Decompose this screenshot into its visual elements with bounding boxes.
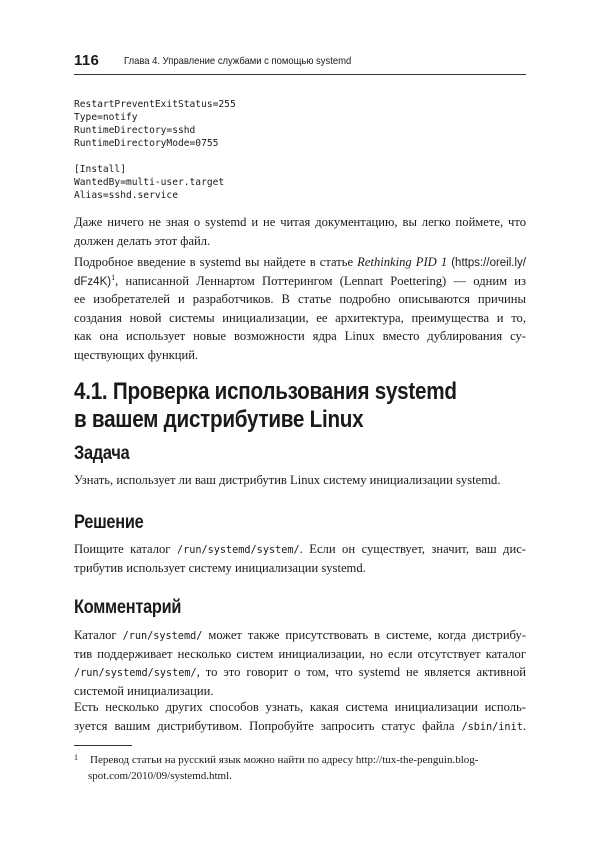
article-url-end[interactable]: dFz4K) bbox=[74, 275, 112, 288]
code-line: Type=notify bbox=[74, 112, 138, 123]
text-line: dFz4K)$^1$, написанной Леннартом Поттерингом (Lennart Poettering) — одним из bbox=[74, 272, 526, 288]
paragraph-task bbox=[74, 471, 526, 490]
text-line: как она использует новые возможности ядра Linux вместо дублирования су- bbox=[74, 329, 526, 343]
inline-code-path: /run/systemd/system/ bbox=[176, 545, 300, 556]
heading-task: Задача bbox=[74, 443, 130, 464]
text-line: трибутив использует систему инициализации systemd. bbox=[74, 560, 366, 575]
text-line: тив поддерживает несколько систем инициализации, но если отсутствует каталог bbox=[74, 646, 526, 661]
text-line: Есть несколько других способов узнать, какая система инициализации исполь- bbox=[74, 700, 526, 714]
footnote-rule bbox=[74, 745, 132, 746]
article-title: Rethinking PID 1 bbox=[357, 255, 448, 269]
paragraph-intro bbox=[74, 213, 526, 250]
code-line: Alias=sshd.service bbox=[74, 190, 178, 201]
text-line: Каталог /run/systemd/ может также присутствовать в системе, когда дистрибу- bbox=[74, 628, 526, 642]
paragraph-comment-2 bbox=[74, 698, 526, 735]
code-line: RuntimeDirectoryMode=0755 bbox=[74, 138, 219, 149]
paragraph-reference bbox=[74, 253, 526, 364]
heading-comment: Комментарий bbox=[74, 597, 182, 618]
code-line: WantedBy=multi-user.target bbox=[74, 177, 225, 188]
heading-solution: Решение bbox=[74, 512, 144, 533]
footnote-mark: 1 bbox=[74, 753, 78, 762]
footnote-line: 1 Перевод статьи на русский язык можно найти по адресу http://tux-the-penguin.blog- bbox=[74, 753, 479, 766]
text-line: Подробное введение в systemd вы найдете в статье Rethinking PID 1 (https://oreil.ly/ bbox=[74, 255, 526, 269]
code-block-install bbox=[74, 163, 534, 202]
footnote-line: spot.com/2010/09/systemd.html. bbox=[88, 770, 232, 782]
footnote-ref[interactable]: 1 bbox=[111, 272, 116, 282]
text-line: /run/systemd/system/, то это говорит о том, что systemd не является активной bbox=[74, 665, 526, 679]
text-line: зуется вашим дистрибутивом. Попробуйте запросить статус файла /sbin/init. bbox=[74, 718, 526, 733]
text-line: Поищите каталог /run/systemd/system/. Если он существует, значит, ваш дис- bbox=[74, 542, 526, 556]
header-rule bbox=[74, 74, 526, 75]
inline-code-path: /run/systemd/system/ bbox=[74, 668, 197, 679]
code-line: RuntimeDirectory=sshd bbox=[74, 125, 196, 136]
running-header bbox=[74, 52, 526, 74]
text-line: Даже ничего не зная о systemd и не читая документацию, вы легко поймете, что bbox=[74, 215, 526, 229]
inline-code-path: /sbin/init bbox=[461, 721, 523, 733]
text-line: должен делать этот файл. bbox=[74, 233, 211, 248]
text-line: создания новой системы инициализации, ее архитектура, преимущества и то, bbox=[74, 310, 526, 325]
running-title: Глава 4. Управление службами с помощью systemd bbox=[124, 55, 352, 67]
inline-code-path: /run/systemd/ bbox=[122, 631, 203, 642]
paragraph-solution bbox=[74, 540, 526, 577]
page-number: 116 bbox=[74, 52, 100, 69]
code-line: [Install] bbox=[74, 164, 126, 175]
article-url[interactable]: (https://oreil.ly/ bbox=[451, 257, 526, 269]
text-line: системой инициализации. bbox=[74, 683, 214, 698]
text-line: ее изобретателей и разработчиков. В статье подробно описываются причины bbox=[74, 292, 526, 306]
text-line: Узнать, использует ли ваш дистрибутив Linux систему инициализации systemd. bbox=[74, 473, 501, 487]
code-line: RestartPreventExitStatus=255 bbox=[74, 99, 236, 110]
code-block-service bbox=[74, 98, 534, 150]
paragraph-comment-1 bbox=[74, 626, 526, 700]
text-line: ществующих функций. bbox=[74, 347, 199, 362]
section-title: 4.1. Проверка использования systemd в вашем дистрибутиве Linux bbox=[74, 378, 457, 433]
footnote bbox=[74, 752, 526, 784]
